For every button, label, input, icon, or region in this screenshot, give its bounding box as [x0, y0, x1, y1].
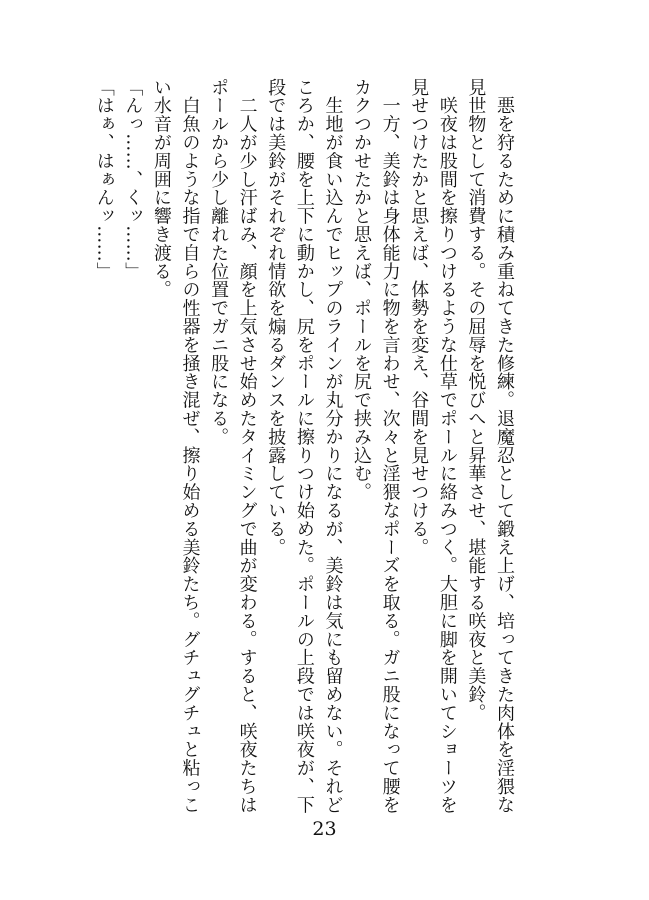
dialogue-line: 「んっ……、くッ……」: [122, 78, 144, 281]
text-line: 一方、美鈴は身体能力に物を言わせ、次々と淫猥なポーズを取る。ガニ股になって腰を: [379, 78, 401, 814]
text-line: 見せつけたかと思えば、体勢を変え、谷間を見せつける。: [408, 78, 430, 557]
text-line: 悪を狩るために積み重ねてきた修練。退魔忍として鍛え上げ、培ってきた肉体を淫猥な: [494, 78, 515, 814]
text-line: い水音が周囲に響き渡る。: [150, 78, 172, 299]
text-line: 見世物として消費する。その屈辱を悦びへと昇華させ、堪能する咲夜と美鈴。: [465, 78, 487, 722]
vertical-text-body: [93, 78, 518, 814]
text-line: 咲夜は股間を擦りつけるような仕草でポールに絡みつく。大胆に脚を開いてショーツを: [436, 78, 458, 814]
dialogue-line: 「はぁ、はぁんッ……」: [93, 78, 115, 281]
text-line: 段では美鈴がそれぞれ情欲を煽るダンスを披露している。: [265, 78, 287, 557]
text-line: ポールから少し離れた位置でガニ股になる。: [208, 78, 230, 446]
text-line: カクつかせたかと思えば、ポールを尻で挟み込む。: [351, 78, 373, 502]
text-line: ころか、腰を上下に動かし、尻をポールに擦りつけ始めた。ポールの上段では咲夜が、下: [293, 78, 315, 814]
text-line: 生地が食い込んでヒップのラインが丸分かりになるが、美鈴は気にも留めない。それど: [322, 78, 344, 814]
text-line: 二人が少し汗ばみ、顔を上気させ始めたタイミングで曲が変わる。すると、咲夜たちは: [236, 78, 258, 814]
page-number: 23: [312, 818, 337, 840]
text-line: 白魚のような指で自らの性器を掻き混ぜ、擦り始める美鈴たち。グチュグチュと粘っこ: [179, 78, 201, 814]
